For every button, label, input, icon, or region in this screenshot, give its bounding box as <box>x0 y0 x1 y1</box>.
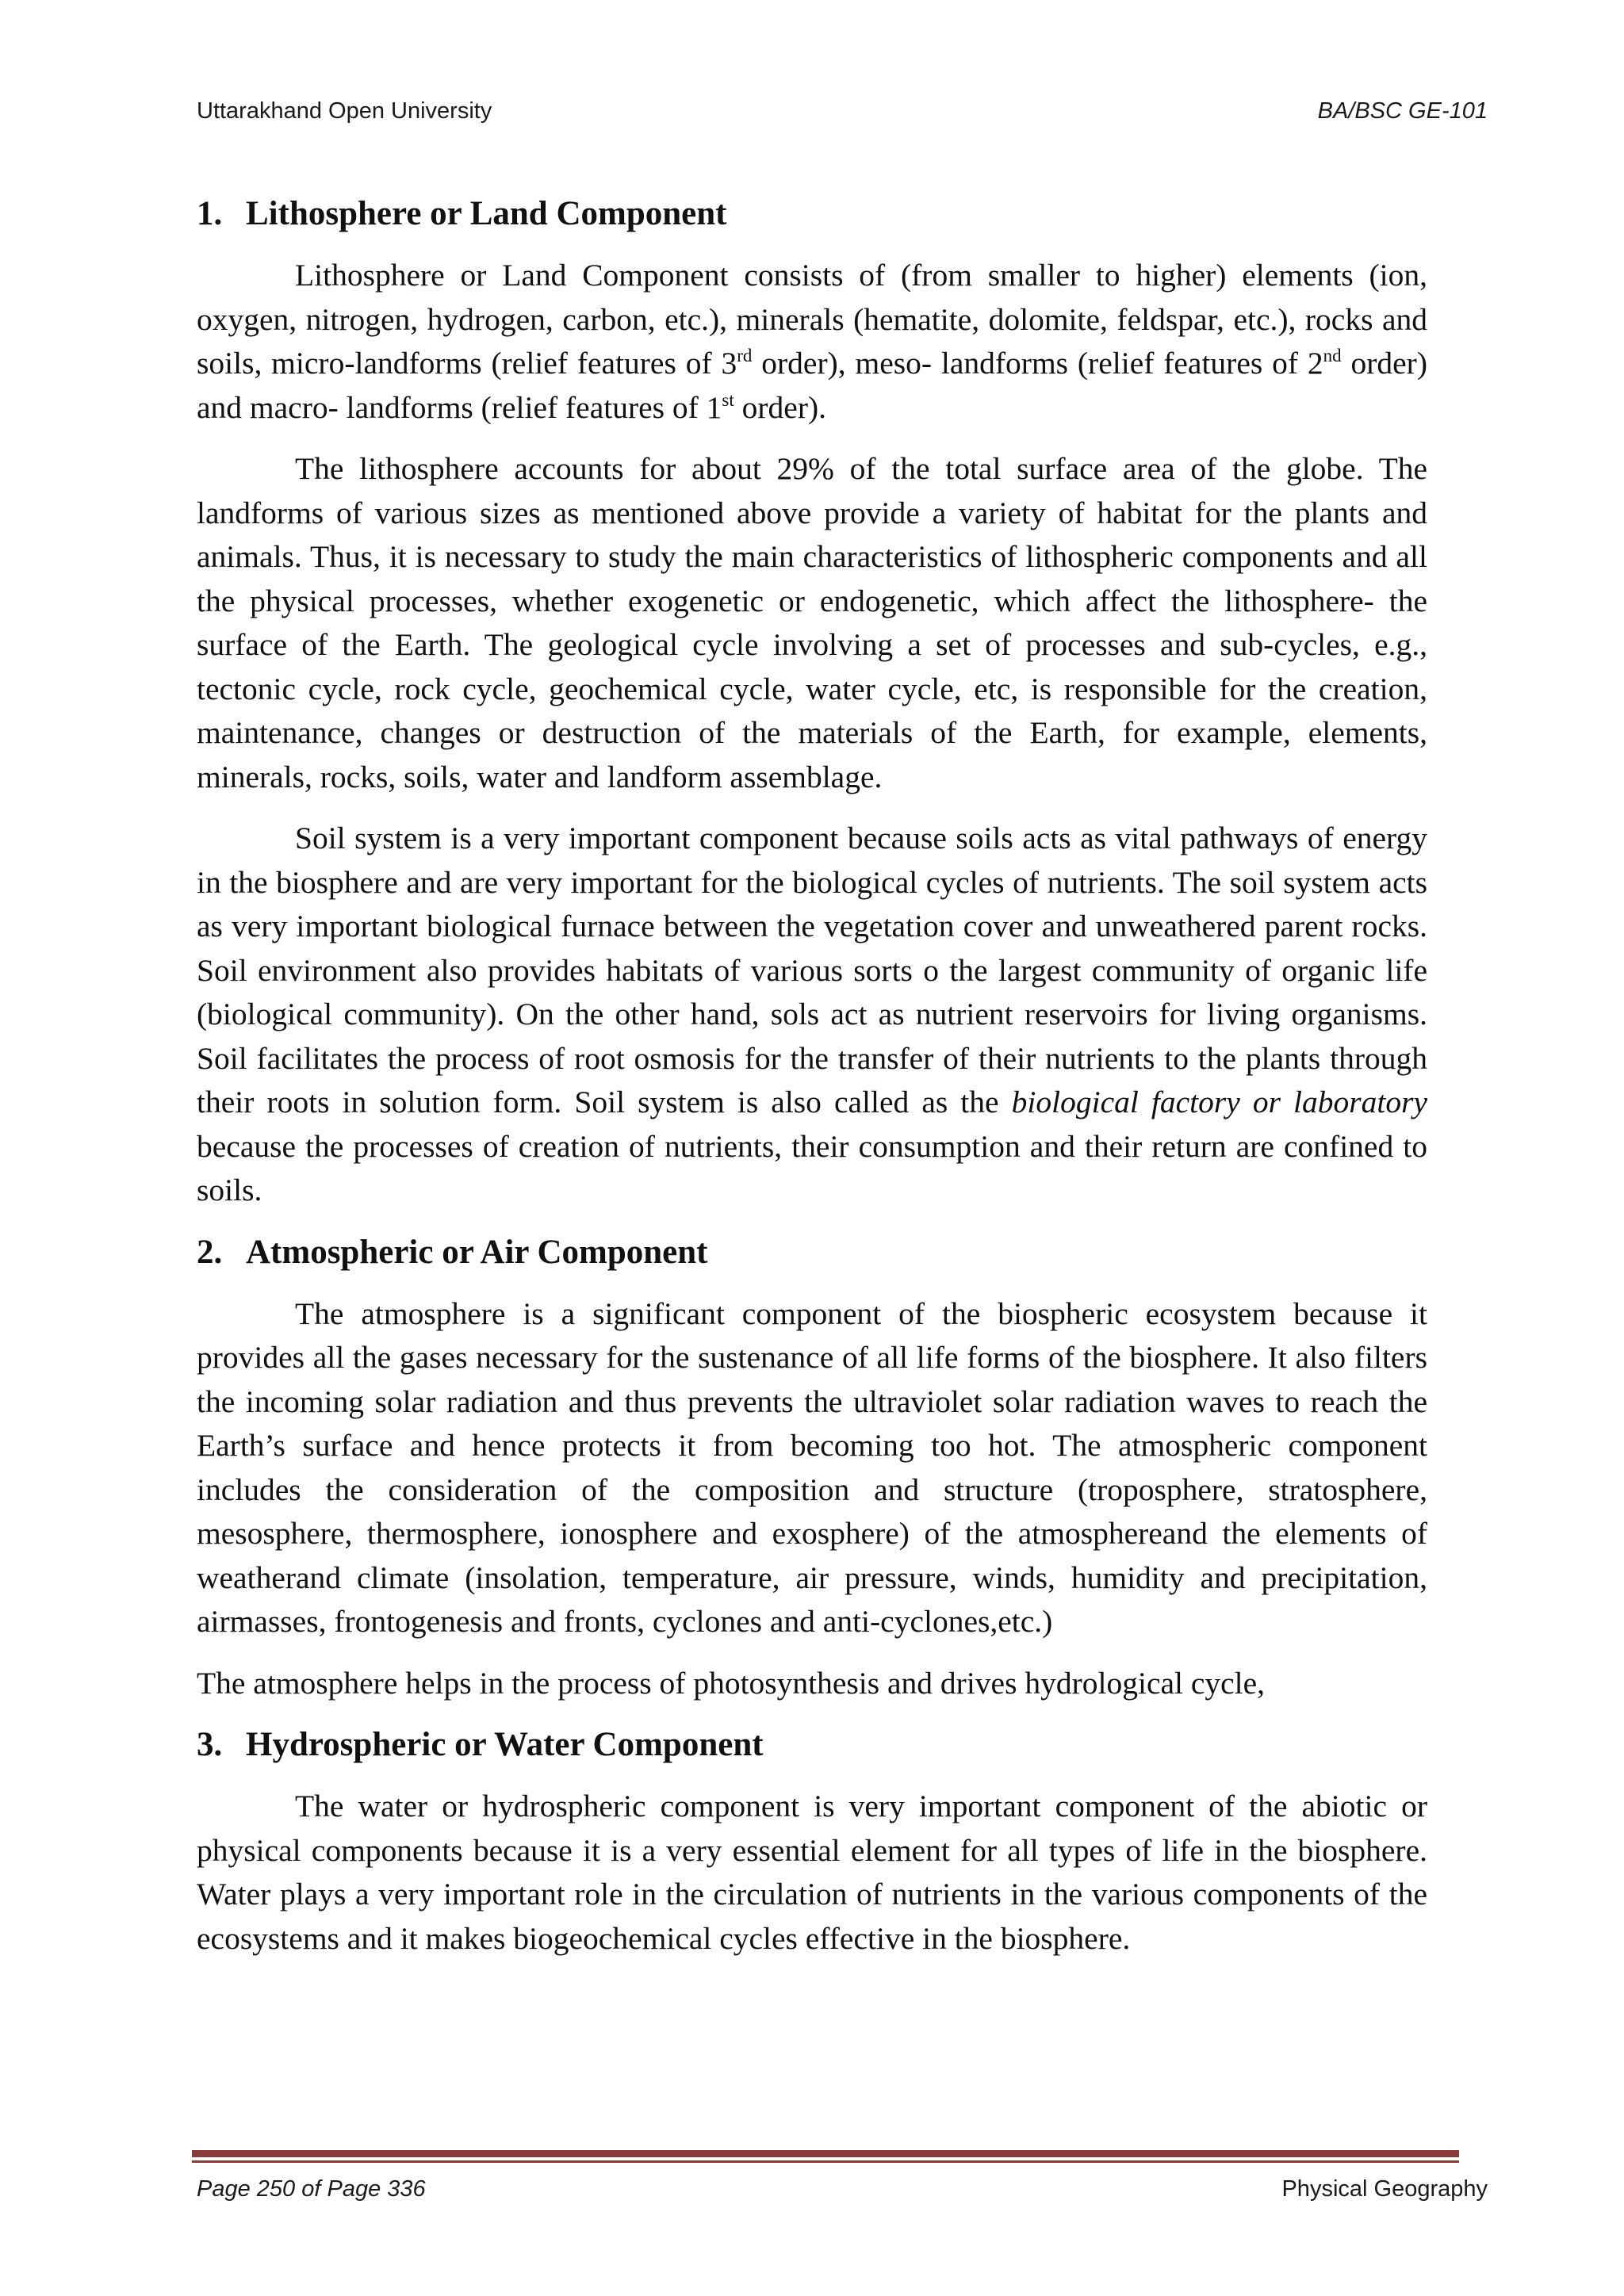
paragraph-hydrosphere: The water or hydrospheric component is very important component of the abiotic or physical components because it is a very essential element for all types of life in the biosphere. Water plays a very important role in the circulation of nutrients in the various components of the ecosystems and it makes biogeochemical cycles effective in the biosphere. <box>197 1789 1427 1956</box>
paragraph-atmosphere-photosynthesis: The atmosphere helps in the process of photosynthesis and drives hydrological cycle, <box>197 1665 1266 1701</box>
section-title: Lithosphere or Land Component <box>246 195 727 232</box>
paragraph-atmosphere-significance: The atmosphere is a significant component of the biospheric ecosystem because it provides all the gases necessary for the sustenance of all life forms of the biosphere. It also filters the incoming solar radiation and thus prevents the ultraviolet solar radiation waves to reach the Earth’s surface and hence protects it from becoming too hot. The atmospheric component includes the consideration of the composition and structure (troposphere, stratosphere, mesosphere, thermosphere, ionosphere and exosphere) of the atmosphereand the elements of weatherand climate (insolation, temperature, air pressure, winds, humidity and precipitation, airmasses, frontogenesis and fronts, cyclones and anti-cyclones,etc.) <box>197 1295 1427 1639</box>
page-body <box>197 192 1427 1961</box>
header-institution: Uttarakhand Open University <box>197 98 492 124</box>
section-heading-hydrosphere <box>197 1723 1427 1767</box>
paragraph-lithosphere-area: The lithosphere accounts for about 29% of the total surface area of the globe. The landforms of various sizes as mentioned above provide a variety of habitat for the plants and animals. Thus, it is necessary to study the main characteristics of lithospheric components and all the physical processes, whether exogenetic or endogenetic, which affect the lithosphere- the surface of the Earth. The geological cycle involving a set of processes and sub-cycles, e.g., tectonic cycle, rock cycle, geochemical cycle, water cycle, etc, is responsible for the creation, maintenance, changes or destruction of the materials of the Earth, for example, elements, minerals, rocks, soils, water and landform assemblage. <box>197 451 1427 794</box>
section-heading-atmosphere <box>197 1230 1427 1275</box>
section-title: Hydrospheric or Water Component <box>246 1726 764 1763</box>
section-heading-lithosphere <box>197 192 1427 236</box>
section-number: 2. <box>197 1233 223 1271</box>
header-course-code: BA/BSC GE-101 <box>1317 98 1488 124</box>
paragraph-soil-system: Soil system is a very important component because soils acts as vital pathways of energy in the biosphere and are very important for the biological cycles of nutrients. The soil system acts as very important biological furnace between the vegetation cover and unweathered parent rocks. Soil environment also provides habitats of various sorts o the largest community of organic life (biological community). On the other hand, sols act as nutrient reservoirs for living organisms. Soil facilitates the process of root osmosis for the transfer of their nutrients to the plants through their roots in solution form. Soil system is also called as the biological factory or laboratory because the processes of creation of nutrients, their consumption and their return are confined to soils. <box>197 821 1427 1207</box>
section-number: 3. <box>197 1726 223 1763</box>
footer-rule-thin <box>192 2160 1459 2163</box>
footer-rule <box>192 2150 1459 2157</box>
footer-subject: Physical Geography <box>1281 2176 1488 2202</box>
page-number: Page 250 of Page 336 <box>197 2176 426 2202</box>
section-number: 1. <box>197 195 223 232</box>
paragraph-lithosphere-definition: Lithosphere or Land Component consists of (from smaller to higher) elements (ion, oxygen, nitrogen, hydrogen, carbon, etc.), minerals (hematite, dolomite, feldspar, etc.), rocks and soils, micro-landforms (relief features of 3rd order), meso- landforms (relief features of 2nd order) and macro- landforms (relief features of 1st order). <box>197 258 1427 425</box>
section-title: Atmospheric or Air Component <box>246 1233 708 1271</box>
